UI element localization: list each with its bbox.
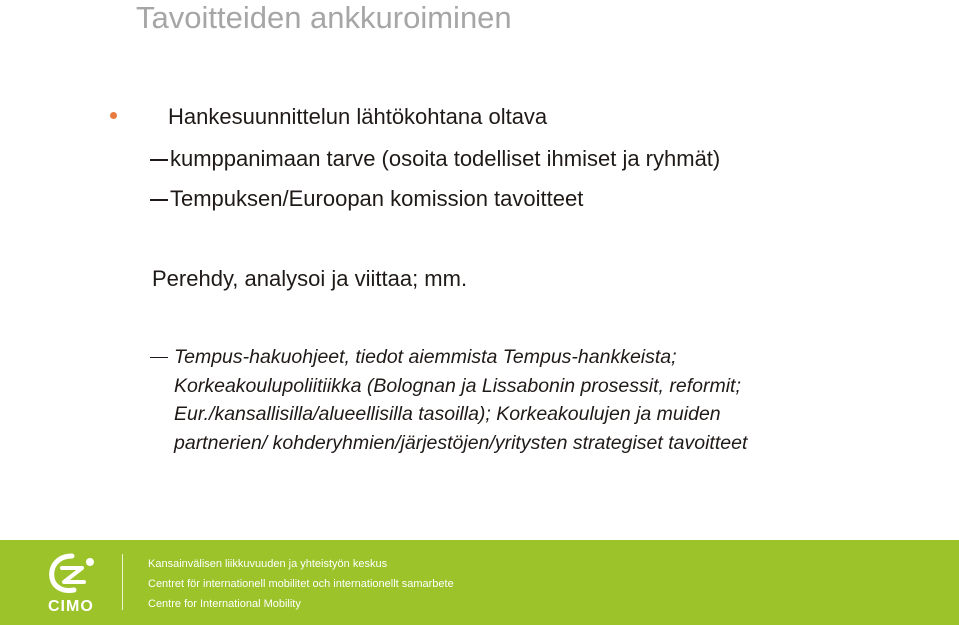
footer-line-fi: Kansainvälisen liikkuvuuden ja yhteistyön keskus (148, 558, 388, 570)
slide-title: Tavoitteiden ankkuroiminen (136, 0, 512, 35)
bullet-dot-icon (110, 112, 117, 119)
sub-item-2 (150, 186, 583, 212)
footer-divider (122, 554, 123, 610)
reference-line-1 (150, 343, 747, 372)
logo-text: CIMO (48, 598, 94, 615)
reference-text: Tempus-hakuohjeet, tiedot aiemmista Tempus-hankkeista; (174, 346, 677, 368)
footer-bar (0, 540, 959, 625)
cimo-logo-icon (46, 552, 98, 596)
footer-line-en: Centre for International Mobility (148, 598, 301, 610)
sub-item-1 (150, 146, 720, 172)
dash-icon (150, 357, 168, 358)
plain-line: Perehdy, analysoi ja viittaa; mm. (152, 266, 468, 291)
cimo-logo (38, 552, 108, 614)
reference-line-2: Korkeakoulupoliitiikka (Bolognan ja Lissabonin prosessit, reformit; (174, 374, 741, 397)
dash-icon (150, 199, 168, 201)
footer-text (148, 554, 454, 614)
sub-item-text: Tempuksen/Euroopan komission tavoitteet (170, 186, 584, 211)
reference-list (150, 343, 747, 457)
sub-item-text: kumppanimaan tarve (osoita todelliset ihmiset ja ryhmät) (170, 146, 721, 171)
footer-line-sv: Centret för internationell mobilitet och internationellt samarbete (148, 578, 454, 590)
reference-line-3: Eur./kansallisilla/alueellisilla tasoilla); Korkeakoulujen ja muiden (174, 403, 721, 425)
main-bullet-text: Hankesuunnittelun lähtökohtana oltava (168, 104, 548, 129)
reference-line-4: partnerien/ kohderyhmien/järjestöjen/yritysten strategiset tavoitteet (174, 431, 748, 454)
dash-icon (150, 159, 168, 161)
